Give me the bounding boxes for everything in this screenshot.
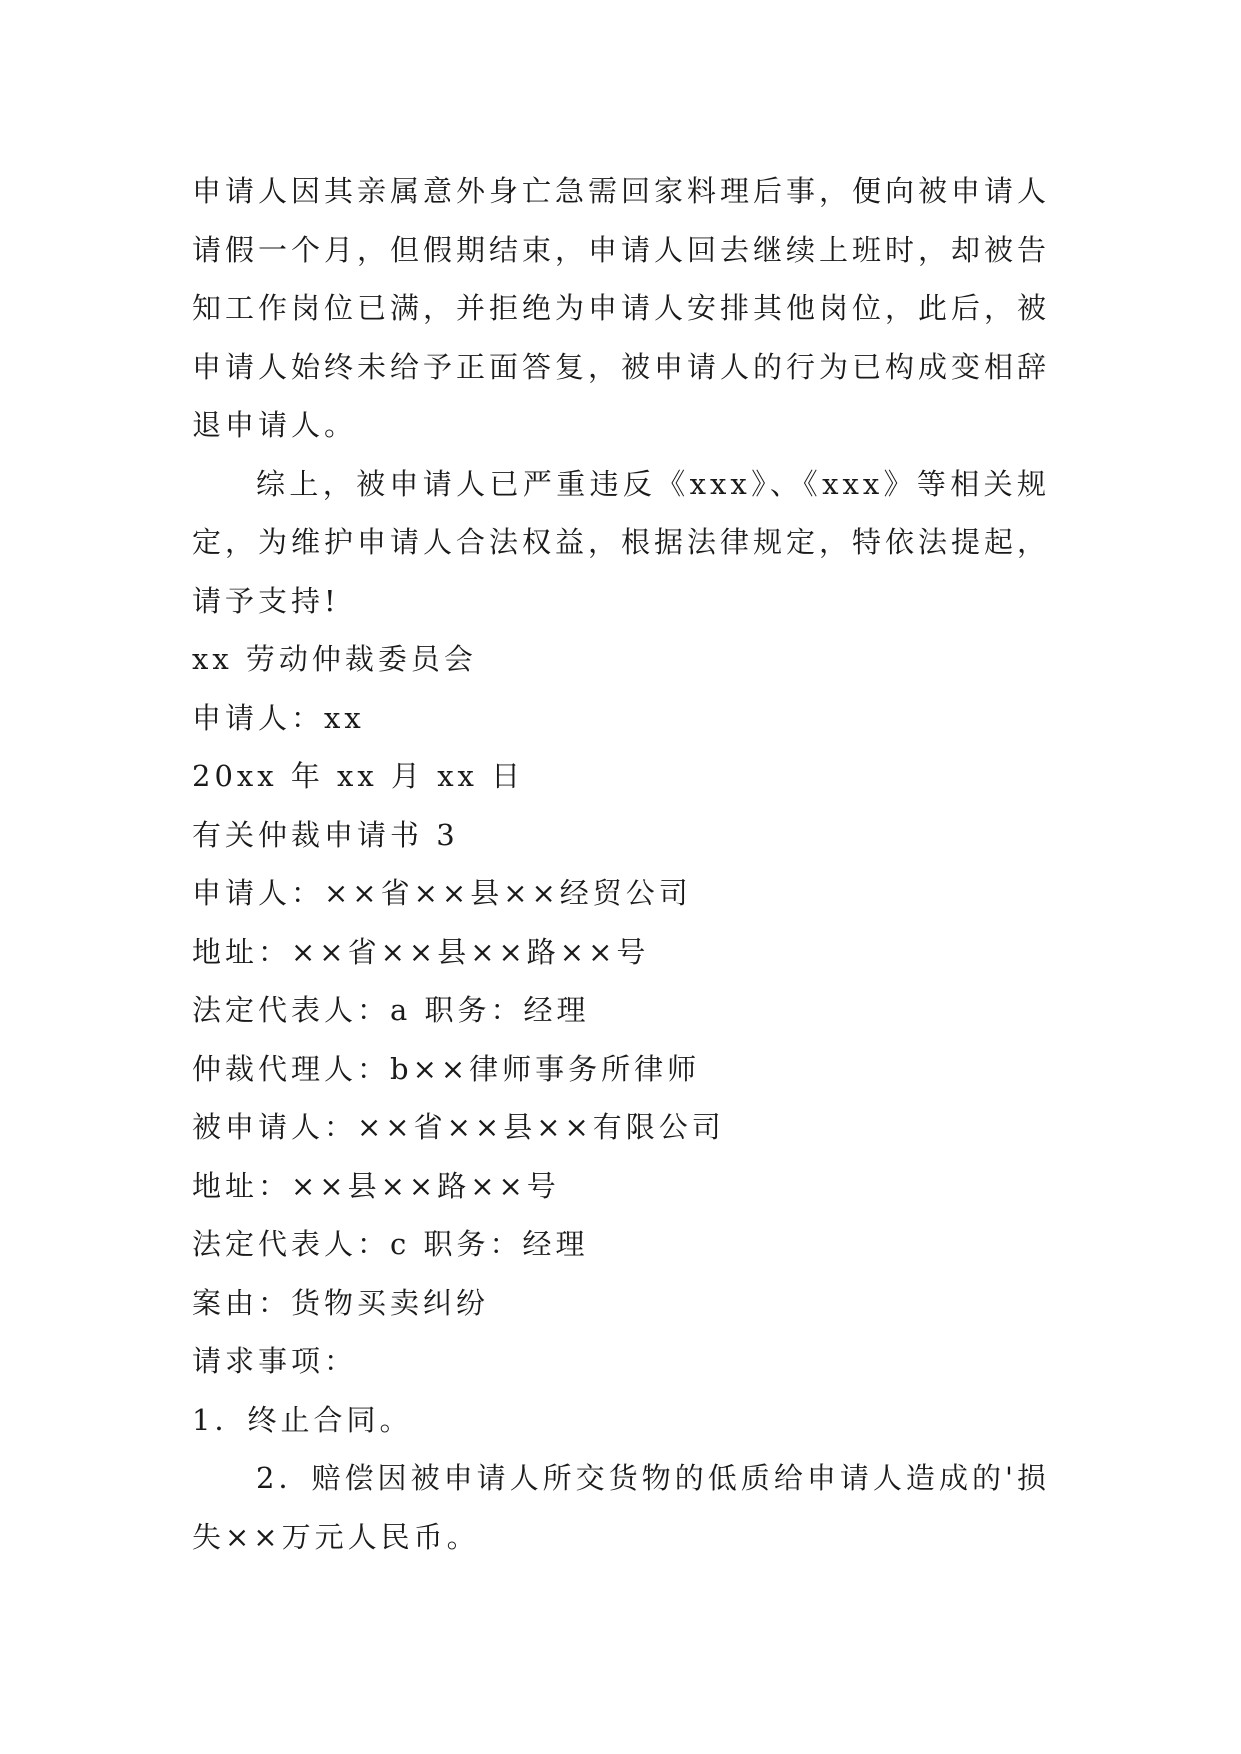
document-body [192,162,1050,1566]
paragraph-conclusion: 综上，被申请人已严重违反《xxx》、《xxx》等相关规定，为维护申请人合法权益，根据法律规定，特依法提起，请予支持! [192,466,1051,618]
applicant-address: 地址：××省××县××路××号 [192,934,650,969]
case-cause: 案由：货物买卖纠纷 [192,1285,490,1320]
date-line: 20xx 年 xx 月 xx 日 [192,759,525,793]
arbitration-agent: 仲裁代理人：b××律师事务所律师 [192,1051,701,1086]
addressee-line: xx 劳动仲裁委员会 [192,642,477,676]
claim-item-1: 1．终止合同。 [192,1402,413,1437]
respondent-representative: 法定代表人：c 职务：经理 [192,1227,589,1261]
claims-heading: 请求事项： [192,1344,358,1378]
respondent-address: 地址：××县××路××号 [192,1168,560,1203]
applicant-representative: 法定代表人：a 职务：经理 [192,993,590,1027]
applicant-line: 申请人：××省××县××经贸公司 [192,876,692,910]
claim-item-2: 2．赔偿因被申请人所交货物的低质给申请人造成的'损失××万元人民币。 [192,1461,1050,1554]
respondent-line: 被申请人：××省××县××有限公司 [192,1110,725,1144]
applicant-signature: 申请人：xx [192,700,365,735]
section-title: 有关仲裁申请书 3 [192,817,459,852]
paragraph-facts: 申请人因其亲属意外身亡急需回家料理后事，便向被申请人请假一个月，但假期结束，申请人回去继续上班时，却被告知工作岗位已满，并拒绝为申请人安排其他岗位，此后，被申请人始终未给予正面答复，被申请人的行为已构成变相辞退申请人。 [192,174,1051,442]
